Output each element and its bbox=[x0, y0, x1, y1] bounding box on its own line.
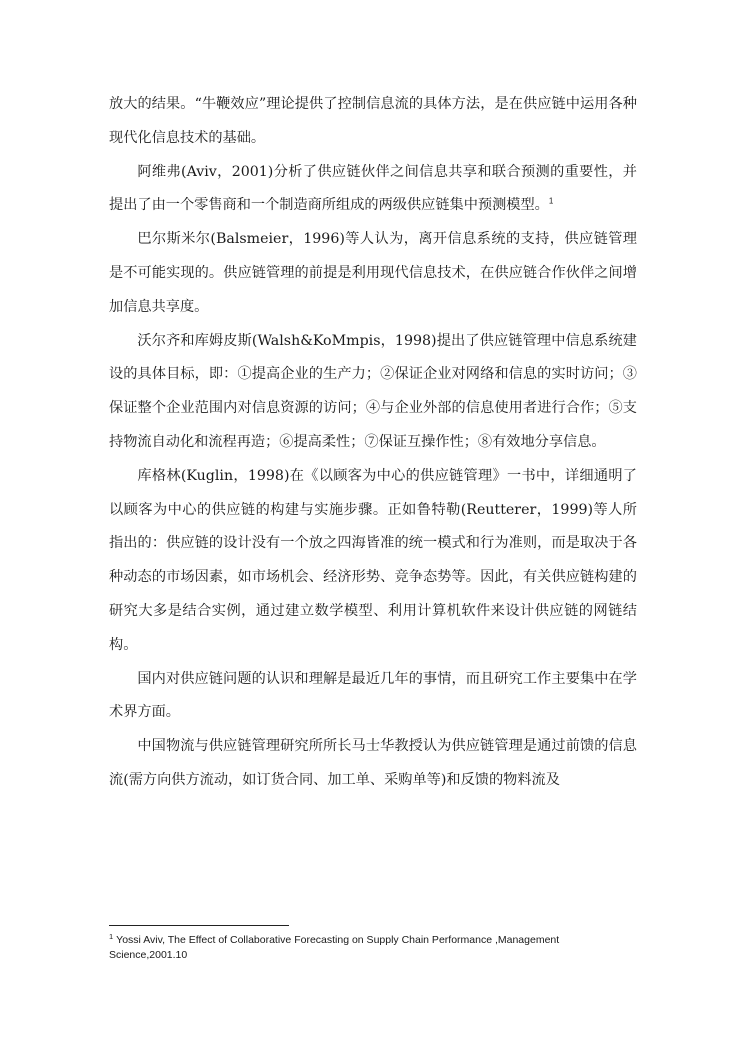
footnote bbox=[109, 933, 639, 963]
paragraph-text: 放大的结果。“牛鞭效应”理论提供了控制信息流的具体方法，是在供应链中运用各种现代化信息技术的基础。 bbox=[109, 96, 637, 146]
footnote-reference[interactable]: 1 bbox=[548, 196, 554, 206]
paragraph bbox=[109, 88, 637, 156]
paragraph bbox=[109, 325, 637, 460]
paragraph bbox=[109, 730, 637, 798]
paragraph-text: 沃尔齐和库姆皮斯(Walsh&KoMmpis，1998)提出了供应链管理中信息系统建设的具体目标，即：①提高企业的生产力；②保证企业对网络和信息的实时访问；③保证整个企业范围内对信息资源的访问；④与企业外部的信息使用者进行合作；⑤支持物流自动化和流程再造；⑥提高柔性；⑦保证互操作性；⑧有效地分享信息。 bbox=[109, 332, 637, 450]
footnote-text: Yossi Aviv, The Effect of Collaborative Forecasting on Supply Chain Performance ,Management Science,2001.10 bbox=[109, 934, 560, 961]
paragraph bbox=[109, 460, 637, 663]
paragraph bbox=[109, 663, 637, 731]
paragraph-text: 阿维弗(Aviv，2001)分析了供应链伙伴之间信息共享和联合预测的重要性，并提出了由一个零售商和一个制造商所组成的两级供应链集中预测模型。 bbox=[109, 163, 637, 214]
paragraph bbox=[109, 223, 637, 324]
paragraph-text: 巴尔斯米尔(Balsmeier，1996)等人认为，离开信息系统的支持，供应链管理是不可能实现的。供应链管理的前提是利用现代信息技术，在供应链合作伙伴之间增加信息共享度。 bbox=[109, 231, 637, 315]
footnote-divider bbox=[109, 925, 289, 926]
footnote-mark: 1 bbox=[109, 931, 114, 941]
paragraph-text: 库格林(Kuglin，1998)在《以顾客为中心的供应链管理》一书中，详细通明了以顾客为中心的供应链的构建与实施步骤。正如鲁特勒(Reutterer，1999)等人所指出的：供应链的设计没有一个放之四海皆准的统一模式和行为准则，而是取决于各种动态的市场因素，如市场机会、经济形势、竞争态势等。因此，有关供应链构建的研究大多是结合实例，通过建立数学模型、利用计算机软件来设计供应链的网链结构。 bbox=[109, 467, 637, 653]
paragraph-text: 中国物流与供应链管理研究所所长马士华教授认为供应链管理是通过前馈的信息流(需方向供方流动，如订货合同、加工单、采购单等)和反馈的物料流及 bbox=[109, 738, 637, 788]
paragraph bbox=[109, 156, 637, 224]
body-text bbox=[109, 88, 637, 798]
paragraph-text: 国内对供应链问题的认识和理解是最近几年的事情，而且研究工作主要集中在学术界方面。 bbox=[109, 670, 637, 721]
